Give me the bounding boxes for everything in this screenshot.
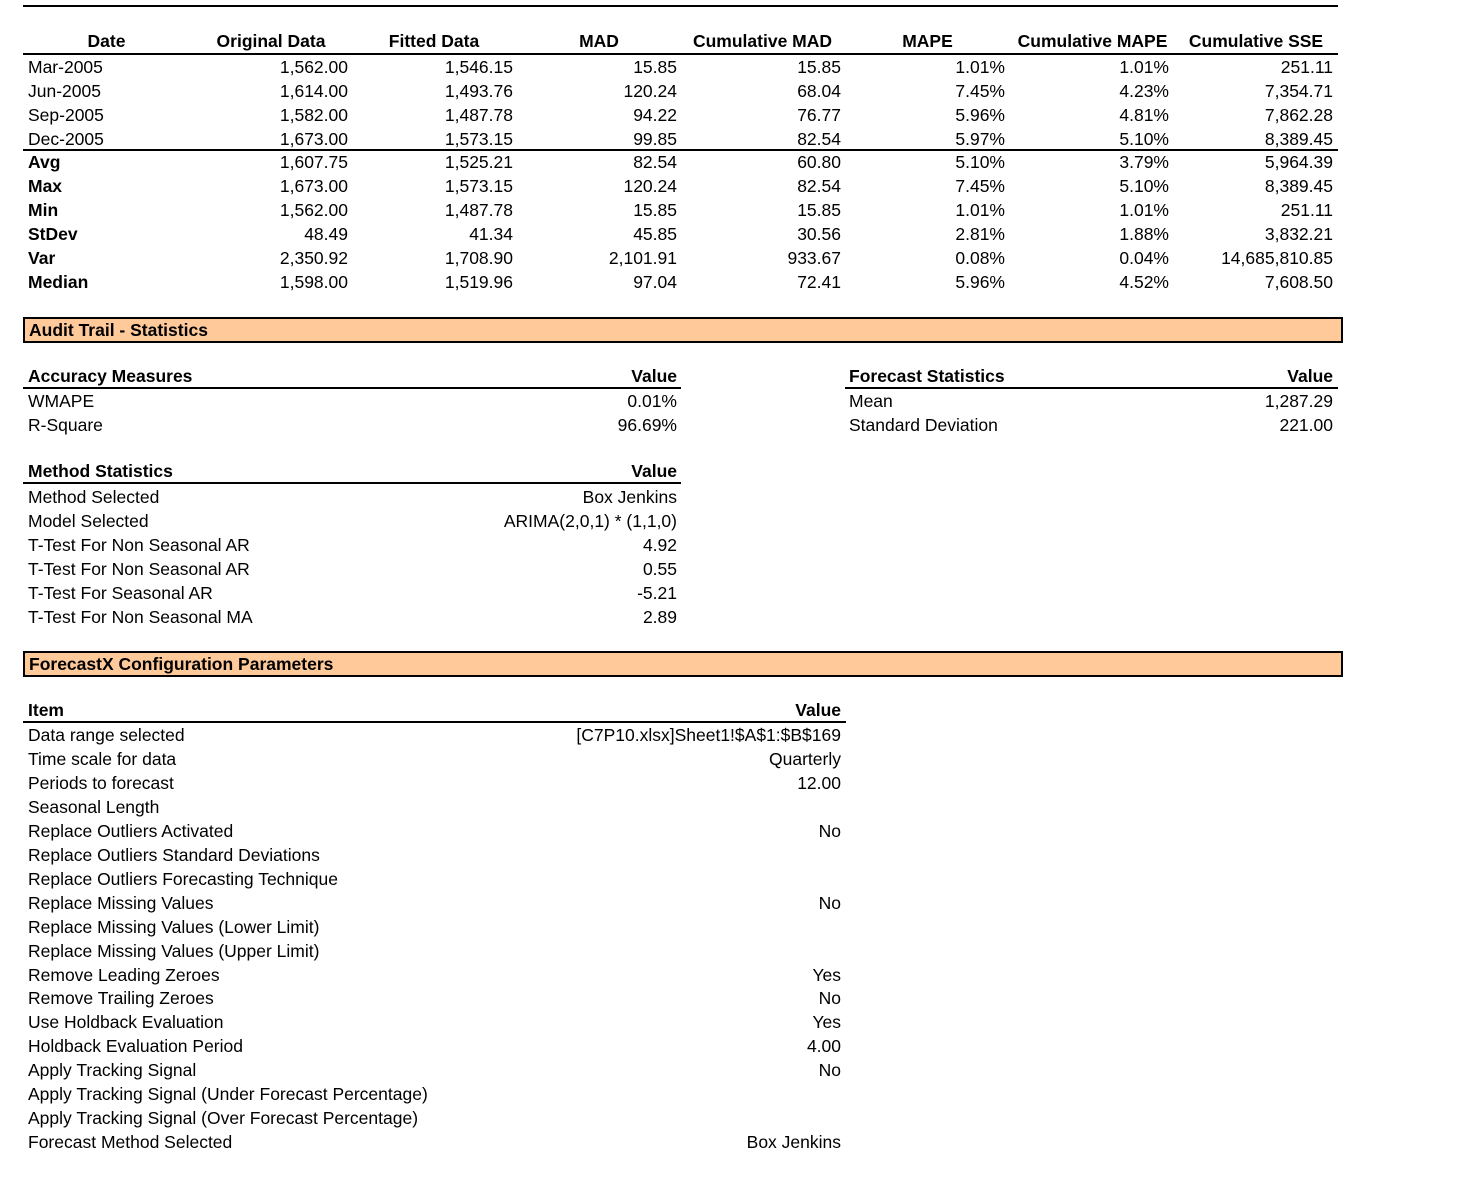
- config-row: [0, 1058, 900, 1082]
- value-cell: 76.77: [797, 105, 841, 125]
- value-cell: 1,562.00: [279, 57, 348, 77]
- config-value: Yes: [812, 964, 841, 985]
- method-stat-row: [0, 605, 700, 629]
- method-stats-title: Method Statistics: [28, 461, 173, 481]
- stats-row: [0, 198, 1468, 222]
- method-value: ARIMA(2,0,1) * (1,1,0): [503, 511, 677, 531]
- method-value: 2.89: [642, 607, 677, 627]
- config-item: Replace Outliers Standard Deviations: [28, 844, 320, 865]
- config-row: [0, 891, 900, 915]
- value-cell: 120.24: [623, 81, 677, 101]
- stat-value: 1.01%: [1119, 200, 1169, 220]
- stat-value: 60.80: [797, 152, 841, 172]
- config-item: Remove Leading Zeroes: [28, 964, 220, 985]
- stat-value: 14,685,810.85: [1221, 248, 1333, 268]
- config-item: Apply Tracking Signal (Over Forecast Percentage): [28, 1108, 419, 1129]
- config-item: Replace Missing Values (Upper Limit): [28, 940, 320, 961]
- config-value: No: [818, 988, 841, 1009]
- config-value: No: [818, 1060, 841, 1081]
- value-cell: 1,673.00: [279, 129, 348, 149]
- stat-label: Min: [28, 200, 59, 220]
- config-item: Use Holdback Evaluation: [28, 1012, 224, 1033]
- stat-value: 1,708.90: [444, 248, 513, 268]
- value-cell: 1,614.00: [279, 81, 348, 101]
- config-row: [0, 795, 900, 819]
- forecast-stat-row: [0, 389, 1468, 413]
- config-value: [530, 1106, 841, 1130]
- config-value: Yes: [812, 1012, 841, 1033]
- stat-value: 2.81%: [955, 224, 1005, 244]
- stat-label: Var: [28, 248, 56, 268]
- stats-row: [0, 222, 1468, 246]
- config-item: Replace Missing Values (Lower Limit): [28, 916, 320, 937]
- config-row: [0, 939, 900, 963]
- config-item: Seasonal Length: [28, 796, 160, 817]
- config-value: No: [818, 892, 841, 913]
- date-cell: Dec-2005: [28, 129, 104, 149]
- accuracy-title: Accuracy Measures: [28, 366, 193, 386]
- method-stat-row: [0, 509, 700, 533]
- method-label: T-Test For Non Seasonal AR: [28, 559, 250, 579]
- config-row: [0, 986, 900, 1010]
- config-row: [0, 747, 900, 771]
- accuracy-value-header: Value: [631, 366, 677, 386]
- config-value: [530, 1082, 841, 1106]
- config-item: Forecast Method Selected: [28, 1132, 233, 1153]
- stat-value: 72.41: [797, 272, 841, 292]
- stat-value: 1,287.29: [1264, 391, 1333, 411]
- config-value: [530, 843, 841, 867]
- config-row: [0, 1010, 900, 1034]
- stat-value: 41.34: [469, 224, 513, 244]
- method-stat-row: [0, 485, 700, 509]
- config-row: [0, 915, 900, 939]
- stat-value: 82.54: [633, 152, 677, 172]
- value-cell: 251.11: [1280, 57, 1333, 77]
- stat-value: 7.45%: [955, 176, 1005, 196]
- stat-label: Avg: [28, 152, 61, 172]
- method-stats-rows: [0, 485, 700, 635]
- method-stat-row: [0, 557, 700, 581]
- stat-value: 1,519.96: [444, 272, 513, 292]
- column-header: Date: [87, 31, 126, 51]
- stat-value: 251.11: [1280, 200, 1333, 220]
- value-cell: 15.85: [633, 57, 677, 77]
- data-row: [0, 55, 1468, 79]
- forecast-stats-title: Forecast Statistics: [849, 366, 1005, 386]
- stat-value: 82.54: [797, 176, 841, 196]
- stats-row: [0, 150, 1468, 174]
- stat-value: 1,607.75: [279, 152, 348, 172]
- method-value: 4.92: [642, 535, 677, 555]
- value-cell: 1.01%: [1119, 57, 1169, 77]
- config-item: Periods to forecast: [28, 772, 174, 793]
- summary-header-row: [0, 29, 1468, 53]
- value-cell: 1,573.15: [444, 129, 513, 149]
- stat-value: 221.00: [1279, 415, 1333, 435]
- value-cell: 5.97%: [955, 129, 1005, 149]
- stats-row: [0, 246, 1468, 270]
- config-row: [0, 1034, 900, 1058]
- value-cell: 7,862.28: [1264, 105, 1333, 125]
- value-cell: 7.45%: [955, 81, 1005, 101]
- audit-trail-banner: Audit Trail - Statistics: [23, 317, 1343, 343]
- stat-value: 8,389.45: [1264, 176, 1333, 196]
- config-value: No: [818, 820, 841, 841]
- config-row: [0, 843, 900, 867]
- column-header: Cumulative MAD: [692, 31, 833, 51]
- config-row: [0, 867, 900, 891]
- stat-label: StDev: [28, 224, 78, 244]
- data-row: [0, 103, 1468, 127]
- value-cell: 15.85: [797, 57, 841, 77]
- config-item: Time scale for data: [28, 748, 177, 769]
- measure-label: WMAPE: [28, 391, 95, 411]
- measure-value: 0.01%: [627, 391, 677, 411]
- config-value: Box Jenkins: [746, 1132, 841, 1153]
- stat-value: 1,673.00: [279, 176, 348, 196]
- value-cell: 1,582.00: [279, 105, 348, 125]
- measure-value: 96.69%: [617, 415, 677, 435]
- stat-value: 48.49: [304, 224, 348, 244]
- stat-value: 933.67: [787, 248, 841, 268]
- config-row: [0, 1082, 900, 1106]
- value-cell: 1,493.76: [444, 81, 513, 101]
- date-cell: Jun-2005: [28, 81, 101, 101]
- stats-row: [0, 174, 1468, 198]
- column-header: MAPE: [902, 31, 953, 51]
- column-header: Cumulative MAPE: [1017, 31, 1168, 51]
- stats-row: [0, 270, 1468, 294]
- stat-value: 0.04%: [1119, 248, 1169, 268]
- config-value: Quarterly: [769, 748, 841, 769]
- stat-value: 30.56: [797, 224, 841, 244]
- stat-value: 5.10%: [1119, 176, 1169, 196]
- column-header: Original Data: [216, 31, 326, 51]
- measure-label: R-Square: [28, 415, 103, 435]
- stat-value: 1,562.00: [279, 200, 348, 220]
- stat-value: 5.10%: [955, 152, 1005, 172]
- stat-label: Max: [28, 176, 63, 196]
- date-cell: Mar-2005: [28, 57, 103, 77]
- config-value-header: Value: [795, 700, 841, 720]
- config-item: Replace Outliers Forecasting Technique: [28, 868, 338, 889]
- method-stats-rule: [23, 482, 681, 484]
- value-cell: 8,389.45: [1264, 129, 1333, 149]
- value-cell: 68.04: [797, 81, 841, 101]
- stat-value: 5,964.39: [1264, 152, 1333, 172]
- stat-value: 1,487.78: [444, 200, 513, 220]
- method-stats-value-header: Value: [631, 461, 677, 481]
- stat-value: 1,525.21: [444, 152, 513, 172]
- data-row: [0, 127, 1468, 151]
- date-cell: Sep-2005: [28, 105, 104, 125]
- method-stat-row: [0, 581, 700, 605]
- config-item: Replace Missing Values: [28, 892, 214, 913]
- method-label: Method Selected: [28, 487, 160, 507]
- stat-value: 4.52%: [1119, 272, 1169, 292]
- config-row: [0, 819, 900, 843]
- value-cell: 7,354.71: [1264, 81, 1333, 101]
- value-cell: 4.23%: [1119, 81, 1169, 101]
- stat-value: 5.96%: [955, 272, 1005, 292]
- config-item: Apply Tracking Signal: [28, 1060, 197, 1081]
- stat-value: 15.85: [633, 200, 677, 220]
- config-item: Holdback Evaluation Period: [28, 1036, 243, 1057]
- stat-value: 120.24: [623, 176, 677, 196]
- value-cell: 1.01%: [955, 57, 1005, 77]
- forecast-stats-rows: [0, 389, 1468, 439]
- data-row: [0, 79, 1468, 103]
- config-value: [530, 795, 841, 819]
- stat-value: 2,101.91: [608, 248, 677, 268]
- stat-value: 15.85: [797, 200, 841, 220]
- config-value: [530, 915, 841, 939]
- config-value: 12.00: [797, 772, 841, 793]
- column-header: Fitted Data: [388, 31, 480, 51]
- stat-value: 45.85: [633, 224, 677, 244]
- stat-value: 97.04: [633, 272, 677, 292]
- stat-value: 1.88%: [1119, 224, 1169, 244]
- stat-value: 0.08%: [955, 248, 1005, 268]
- value-cell: 4.81%: [1119, 105, 1169, 125]
- config-item-header: Item: [28, 700, 64, 720]
- config-item: Remove Trailing Zeroes: [28, 988, 214, 1009]
- method-value: Box Jenkins: [582, 487, 677, 507]
- config-item: Replace Outliers Activated: [28, 820, 234, 841]
- value-cell: 94.22: [633, 105, 677, 125]
- config-item: Data range selected: [28, 725, 185, 745]
- method-value: 0.55: [642, 559, 677, 579]
- method-label: T-Test For Non Seasonal AR: [28, 535, 250, 555]
- config-value: [C7P10.xlsx]Sheet1!$A$1:$B$169: [576, 725, 841, 745]
- stat-value: 1.01%: [955, 200, 1005, 220]
- method-stat-row: [0, 533, 700, 557]
- stat-value: 3,832.21: [1264, 224, 1333, 244]
- config-row: [0, 1106, 900, 1130]
- config-row: [0, 963, 900, 987]
- method-value: -5.21: [637, 583, 677, 603]
- config-row: [0, 1130, 900, 1154]
- stat-value: 2,350.92: [279, 248, 348, 268]
- method-label: Model Selected: [28, 511, 149, 531]
- config-value: 4.00: [806, 1036, 841, 1057]
- forecast-stat-row: [0, 413, 1468, 437]
- config-value: [530, 939, 841, 963]
- summary-header-rule: [23, 53, 1338, 55]
- value-cell: 82.54: [797, 129, 841, 149]
- method-label: T-Test For Non Seasonal MA: [28, 607, 253, 627]
- value-cell: 99.85: [633, 129, 677, 149]
- stat-value: 1,573.15: [444, 176, 513, 196]
- value-cell: 1,487.78: [444, 105, 513, 125]
- column-header: MAD: [579, 31, 619, 51]
- value-cell: 5.10%: [1119, 129, 1169, 149]
- stat-label: Standard Deviation: [849, 415, 998, 435]
- config-item: Apply Tracking Signal (Under Forecast Percentage): [28, 1084, 428, 1105]
- stat-value: 7,608.50: [1264, 272, 1333, 292]
- config-row: [0, 723, 900, 747]
- value-cell: 5.96%: [955, 105, 1005, 125]
- stat-label: Median: [28, 272, 89, 292]
- stat-value: 3.79%: [1119, 152, 1169, 172]
- stat-value: 1,598.00: [279, 272, 348, 292]
- value-cell: 1,546.15: [444, 57, 513, 77]
- summary-stats-rule: [23, 149, 1338, 151]
- method-label: T-Test For Seasonal AR: [28, 583, 213, 603]
- config-row: [0, 771, 900, 795]
- forecast-stats-value-header: Value: [1287, 366, 1333, 386]
- config-banner: ForecastX Configuration Parameters: [23, 651, 1343, 677]
- config-value: [530, 867, 841, 891]
- column-header: Cumulative SSE: [1188, 31, 1324, 51]
- stat-label: Mean: [849, 391, 893, 411]
- config-rows: [0, 723, 900, 1163]
